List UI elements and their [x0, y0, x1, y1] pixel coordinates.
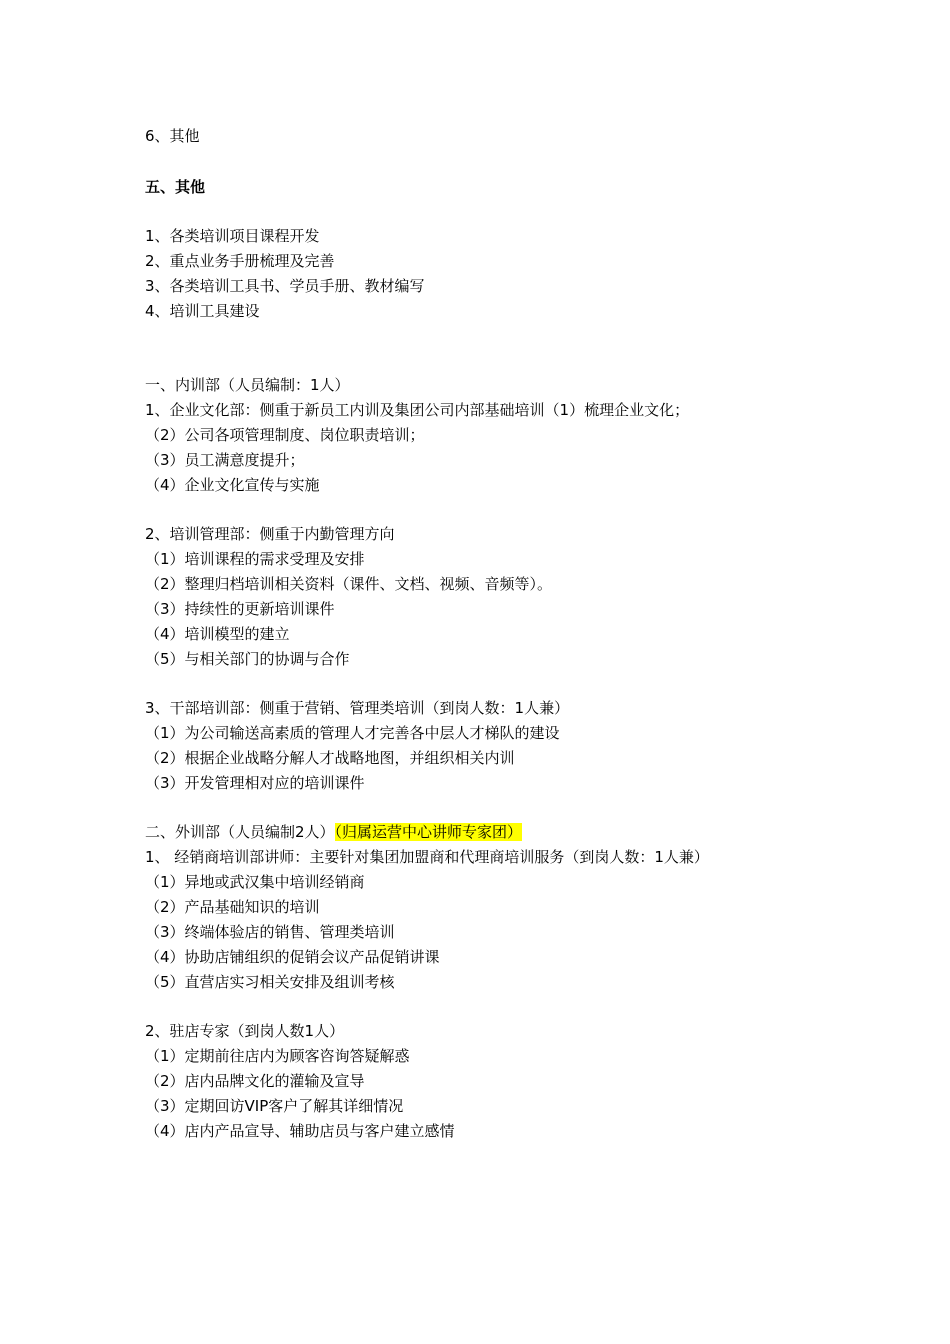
section-heading: 五、其他 — [145, 178, 206, 196]
subsection-title: 2、培训管理部：侧重于内勤管理方向 — [145, 525, 395, 543]
list-item: （3）终端体验店的销售、管理类培训 — [145, 923, 395, 941]
list-item: 2、重点业务手册梳理及完善 — [145, 252, 335, 270]
list-item: （4）协助店铺组织的促销会议产品促销讲课 — [145, 948, 440, 966]
list-item: 3、各类培训工具书、学员手册、教材编写 — [145, 277, 425, 295]
list-item: （5）直营店实习相关安排及组训考核 — [145, 973, 395, 991]
list-item: （4）企业文化宣传与实施 — [145, 476, 320, 494]
list-item: （3）持续性的更新培训课件 — [145, 600, 335, 618]
section-heading-text: 二、外训部（人员编制2人） — [145, 823, 335, 841]
list-item: （1）为公司输送高素质的管理人才完善各中层人才梯队的建设 — [145, 724, 560, 742]
list-item: 4、培训工具建设 — [145, 302, 260, 320]
list-item: （4）培训模型的建立 — [145, 625, 290, 643]
list-item: （2）店内品牌文化的灌输及宣导 — [145, 1072, 365, 1090]
subsection-title: 1、企业文化部：侧重于新员工内训及集团公司内部基础培训（1）梳理企业文化； — [145, 401, 690, 419]
section-heading: 一、内训部（人员编制：1人） — [145, 376, 350, 394]
list-item: （1）培训课程的需求受理及安排 — [145, 550, 365, 568]
list-item: （1）异地或武汉集中培训经销商 — [145, 873, 365, 891]
list-item: （3）开发管理相对应的培训课件 — [145, 774, 365, 792]
list-item: （2）产品基础知识的培训 — [145, 898, 320, 916]
list-item: （2）整理归档培训相关资料（课件、文档、视频、音频等）。 — [145, 575, 553, 593]
list-item: （2）公司各项管理制度、岗位职责培训； — [145, 426, 425, 444]
subsection-title: 3、干部培训部：侧重于营销、管理类培训（到岗人数：1人兼） — [145, 699, 570, 717]
list-item: 1、各类培训项目课程开发 — [145, 227, 320, 245]
list-item: （5）与相关部门的协调与合作 — [145, 650, 350, 668]
subsection-title: 1、 经销商培训部讲师：主要针对集团加盟商和代理商培训服务（到岗人数：1人兼） — [145, 848, 709, 866]
list-item: （3）员工满意度提升； — [145, 451, 305, 469]
highlighted-note: （归属运营中心讲师专家团） — [334, 823, 523, 841]
list-item: （4）店内产品宣导、辅助店员与客户建立感情 — [145, 1122, 455, 1140]
list-item: （1）定期前往店内为顾客咨询答疑解惑 — [145, 1047, 410, 1065]
section-heading — [145, 822, 522, 842]
list-item: （3）定期回访VIP客户了解其详细情况 — [145, 1097, 404, 1115]
subsection-title: 2、驻店专家（到岗人数1人） — [145, 1022, 345, 1040]
list-item: （2）根据企业战略分解人才战略地图，并组织相关内训 — [145, 749, 515, 767]
list-item: 6、其他 — [145, 127, 200, 145]
